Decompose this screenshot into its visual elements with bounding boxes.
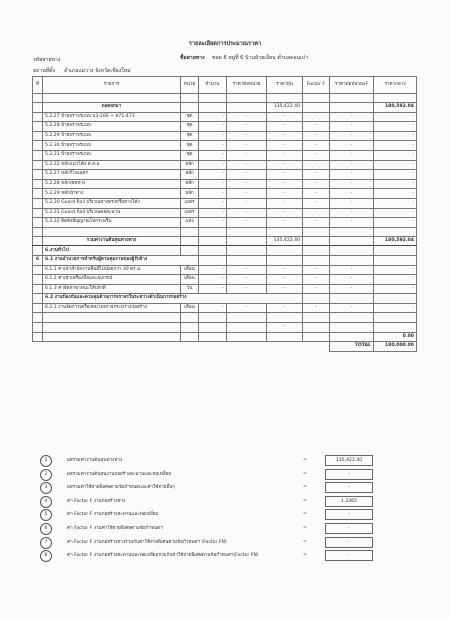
row-median-price: - (374, 112, 417, 122)
row-no-cell (33, 198, 43, 208)
row-no-cell (33, 131, 43, 141)
row-median-price: - (374, 150, 417, 160)
row-factor: - (303, 284, 330, 294)
row-factor: - (303, 170, 330, 180)
row-unit-price-f: - (330, 265, 374, 275)
table-row (33, 208, 417, 218)
section2-footer (33, 313, 417, 351)
row-factor: - (303, 131, 330, 141)
section2-sub1-title: 6.1 งานอำนวยการสำหรับผู้ควบคุมงานของผู้รับจ้าง (43, 255, 199, 265)
row-unit-price-f: - (330, 112, 374, 122)
summary-value: - (325, 482, 373, 493)
road-name-label: ชื่อสายทาง (180, 55, 205, 61)
table-row (33, 189, 417, 199)
row-item: 5.2.27 ป้ายจราจรแบบ บ3-166 + ต71-473 (43, 112, 181, 122)
table-row (33, 160, 417, 170)
summary-number: 6 (40, 523, 52, 535)
summary-number: 3 (40, 482, 52, 494)
summary-text: ค่า Factor F งานก่อสร้างสะพานและท่อเหลี่ยม (67, 512, 159, 518)
row-item: 6.1.3 ค่าจัดหาพาหนะให้ปรกติ (43, 284, 181, 294)
row-item: 5.2.28 ป้ายจราจรแบบ (43, 122, 181, 132)
summary-number: 5 (40, 509, 52, 521)
table-row (33, 227, 417, 236)
section2-mid (33, 294, 417, 304)
col-unit-price: ราคาต่อหน่วย (227, 77, 267, 94)
row-unit-price: - (227, 208, 267, 218)
row-median-price: - (374, 218, 417, 228)
row-median-price: - (374, 179, 417, 189)
row-unit-price-f: - (330, 160, 374, 170)
row-item: 5.2.29 หลักนำทาง (43, 189, 181, 199)
row-unit: เมตร (181, 208, 199, 218)
row-no-cell (33, 284, 43, 294)
row-median-price: - (374, 131, 417, 141)
row-factor: - (303, 112, 330, 122)
table-row (33, 218, 417, 228)
summary-number: 8 (40, 550, 52, 562)
row-qty: - (199, 150, 227, 160)
row-cost: - (267, 160, 303, 170)
summary-value: 135,422.40 (325, 455, 373, 466)
row-qty: - (199, 141, 227, 151)
row-cost: - (267, 112, 303, 122)
table-row (33, 141, 417, 151)
row-qty: - (199, 160, 227, 170)
row-unit-price-f: - (330, 122, 374, 132)
summary-row (40, 469, 400, 481)
row-item: 5.2.31 Guard Rail บริเวณคอสะพาน (43, 208, 181, 218)
row-unit-price: - (227, 189, 267, 199)
section2-number: 6 (33, 255, 43, 265)
summary-row (40, 537, 400, 549)
row-no-cell (33, 122, 43, 132)
summary-row (40, 509, 400, 521)
row-no-cell (33, 160, 43, 170)
row-no-cell (33, 208, 43, 218)
row-unit: ชุด (181, 122, 199, 132)
estimate-table (32, 76, 417, 352)
section1-subtotal-total: 180,592.04 (374, 236, 417, 246)
row-unit-price: - (227, 122, 267, 132)
row-item: 5.2.30 Guard Rail บริเวณทางตรงหรือทางโค้ง (43, 198, 181, 208)
row-unit-price: - (227, 218, 267, 228)
row-cost: - (267, 131, 303, 141)
row-factor: - (303, 160, 330, 170)
row-unit-price: - (227, 284, 267, 294)
summary-equals: = (303, 511, 307, 517)
section1-subtotal-cost: 135,422.40 (267, 236, 303, 246)
section2-heading: 6.งานทั่วไป (43, 246, 181, 256)
row-unit: เดือน (181, 303, 199, 313)
section2-sub1-row (33, 255, 417, 265)
row-median-price: - (374, 122, 417, 132)
summary-text: ค่า Factor F งานก่อสร้างทางรวมกับค่าใช้จ่ายพิเศษตามข้อกำหนดฯ (Factor FN) (67, 539, 227, 545)
row-unit-price: - (227, 150, 267, 160)
table-row (33, 265, 417, 275)
zero-value: 0.00 (374, 332, 417, 342)
summary-equals: = (303, 497, 307, 503)
row-cost: - (267, 170, 303, 180)
summary-number: 4 (40, 496, 52, 508)
summary-equals: = (303, 552, 307, 558)
col-factor: Factor F (303, 77, 330, 94)
row-unit-price-f: - (330, 141, 374, 151)
summary-value: - (325, 523, 373, 534)
road-name-value: ซอย 8 หมู่ที่ 6 บ้านห้วยเอียน ตำบลดอนเปา (212, 55, 309, 61)
row-cost: - (267, 141, 303, 151)
row-unit-price-f: - (330, 170, 374, 180)
section1-footer (33, 227, 417, 265)
row-no-cell (33, 179, 43, 189)
row-unit-price-f: - (330, 150, 374, 160)
row-no-cell (33, 218, 43, 228)
row-cost: - (267, 179, 303, 189)
summary-row (40, 550, 400, 562)
row-unit: ชุด (181, 141, 199, 151)
row-unit: หลัก (181, 160, 199, 170)
row-cost: - (267, 198, 303, 208)
summary-row (40, 482, 400, 494)
row-no-cell (33, 150, 43, 160)
col-unit: หน่วย (181, 77, 199, 94)
row-unit: ชุด (181, 150, 199, 160)
row-unit: แห่ง (181, 218, 199, 228)
summary-equals: = (303, 484, 307, 490)
row-unit-price-f: - (330, 208, 374, 218)
summary-row (40, 455, 400, 467)
row-factor: - (303, 122, 330, 132)
row-qty: - (199, 208, 227, 218)
row-unit: หลัก (181, 179, 199, 189)
summary-equals: = (303, 470, 307, 476)
row-unit-price-f: - (330, 189, 374, 199)
summary-value: - (325, 469, 373, 480)
row-item: 6.1.2 ค่าเช่าเครื่องมือและอุปกรณ์ (43, 275, 181, 285)
row-unit-price: - (227, 179, 267, 189)
row-cost: - (267, 265, 303, 275)
row-factor: - (303, 275, 330, 285)
table-row (33, 122, 417, 132)
row-cost: - (267, 122, 303, 132)
row-item: 5.2.31 ป้ายจราจรแบบ (43, 150, 181, 160)
row-unit-price-f: - (330, 303, 374, 313)
col-median-price: ราคากลาง (374, 77, 417, 94)
row-factor: - (303, 179, 330, 189)
row-qty: - (199, 284, 227, 294)
summary-text: ผลรวมค่างานต้นทุนงานก่อสร้างสะพานและท่อเหลี่ยม (67, 471, 172, 477)
row-median-price: - (374, 303, 417, 313)
row-qty: - (199, 170, 227, 180)
total-value: 180,000.00 (374, 342, 417, 352)
row-cost: - (267, 275, 303, 285)
row-item: 5.2.30 ป้ายจราจรแบบ (43, 141, 181, 151)
section1-heading-cost: 135,422.40 (267, 103, 303, 113)
summary-text: ค่า Factor F งานก่อสร้างทาง (67, 498, 126, 504)
row-median-price: - (374, 208, 417, 218)
row-item: 6.1.1 ค่าเช่าสำนักงานพื้นที่ไม่น้อยกว่า 30 ตร.ม. (43, 265, 181, 275)
section2-sub2-row (33, 294, 417, 304)
table-row (33, 303, 417, 313)
row-unit: วัน (181, 284, 199, 294)
row-no-cell (33, 265, 43, 275)
row-median-price: - (374, 275, 417, 285)
row-factor: - (303, 208, 330, 218)
row-unit-price: - (227, 303, 267, 313)
total-label: TOTAL (330, 342, 374, 352)
table-header-row (33, 77, 417, 94)
summary-number: 7 (40, 537, 52, 549)
section2-rows-a (33, 265, 417, 294)
row-median-price: - (374, 160, 417, 170)
row-unit-price: - (227, 141, 267, 151)
summary-row (40, 523, 400, 535)
section1-heading-total: 180,592.04 (374, 103, 417, 113)
table-row (33, 131, 417, 141)
summary-value: - (325, 509, 373, 520)
summary-row (40, 496, 400, 508)
row-qty: - (199, 189, 227, 199)
page-title: รายละเอียดการประมาณราคา (188, 41, 262, 47)
row-unit-price: - (227, 265, 267, 275)
row-factor: - (303, 218, 330, 228)
section2-sub2-title: 6.2 งานป้องกันและควบคุมด้านการจราจรในระหว่างดำเนินการก่อสร้าง (43, 294, 303, 304)
row-unit: หลัก (181, 170, 199, 180)
row-unit: เดือน (181, 275, 199, 285)
row-unit-price-f: - (330, 284, 374, 294)
row-cost: - (267, 303, 303, 313)
summary-number: 2 (40, 469, 52, 481)
table-row (33, 94, 417, 103)
row-unit-price-f: - (330, 198, 374, 208)
row-item: 5.2.32 หลักแนวโค้ง ค.ส.ล. (43, 160, 181, 170)
section1-heading: ถอดยกมา (43, 103, 181, 113)
total-row (33, 342, 417, 352)
row-median-price: - (374, 284, 417, 294)
summary-text: ค่า Factor F งานค่าใช้จ่ายพิเศษตามข้อกำหนดฯ (67, 526, 163, 531)
section1-subtotal-row (33, 236, 417, 246)
row-qty: - (199, 265, 227, 275)
row-qty: - (199, 218, 227, 228)
section2-heading-row (33, 246, 417, 256)
summary-value: - (325, 550, 373, 561)
row-qty: - (199, 198, 227, 208)
row-factor: - (303, 141, 330, 151)
row-item: 5.2.29 ป้ายจราจรแบบ (43, 131, 181, 141)
table-row (33, 275, 417, 285)
summary-number: 1 (40, 455, 52, 467)
row-median-price: - (374, 265, 417, 275)
row-item: 5.2.32 ติดตั้งสัญญาณไฟกระพริบ (43, 218, 181, 228)
col-item: รายการ (43, 77, 181, 94)
row-item: 6.2.1 งานจัดการเครื่องหมายจราจรระหว่างก่อสร้าง (43, 303, 181, 313)
table-row (33, 313, 417, 323)
table-row (33, 150, 417, 160)
zero-row (33, 332, 417, 342)
location-label: สถานที่ตั้ง (33, 68, 56, 74)
row-no-cell (33, 303, 43, 313)
summary-value: - (325, 537, 373, 548)
row-factor: - (303, 150, 330, 160)
summary-equals: = (303, 457, 307, 462)
row-unit: เดือน (181, 265, 199, 275)
section1-rows (33, 112, 417, 227)
row-qty: - (199, 179, 227, 189)
row-cost: - (267, 284, 303, 294)
row-unit: เมตร (181, 198, 199, 208)
row-qty: - (199, 112, 227, 122)
col-cost: ราคาทุน (267, 77, 303, 94)
row-item: 5.2.27 หลักกิโลเมตร (43, 170, 181, 180)
table-row (33, 112, 417, 122)
row-factor: - (303, 303, 330, 313)
col-qty: จำนวน (199, 77, 227, 94)
row-unit-price: - (227, 275, 267, 285)
row-no-cell (33, 275, 43, 285)
col-no: ที่ (33, 77, 43, 94)
row-factor: - (303, 198, 330, 208)
summary-text: ผลรวมค่าใช้จ่ายพิเศษตามข้อกำหนดและค่าใช้จ่ายอื่นๆ (67, 485, 175, 491)
row-unit-price: - (227, 160, 267, 170)
row-cost: - (267, 150, 303, 160)
row-unit-price: - (227, 112, 267, 122)
row-no-cell (33, 189, 43, 199)
row-unit: ชุด (181, 112, 199, 122)
summary-equals: = (303, 525, 307, 530)
table-row (33, 170, 417, 180)
row-qty: - (199, 275, 227, 285)
row-cost: - (267, 218, 303, 228)
section1-body (33, 94, 417, 113)
row-unit-price-f: - (330, 131, 374, 141)
row-factor: - (303, 189, 330, 199)
section1-subtotal-label: รวมค่างานต้นทุนทางทาง (43, 236, 181, 246)
table-row (33, 179, 417, 189)
row-item: 5.2.28 หลักเขตทาง (43, 179, 181, 189)
row-qty: - (199, 131, 227, 141)
table-row (33, 284, 417, 294)
summary-text: ผลรวมค่างานต้นทุนทางทาง (67, 458, 123, 463)
row-unit-price-f: - (330, 218, 374, 228)
row-unit-price: - (227, 198, 267, 208)
row-qty: - (199, 303, 227, 313)
row-qty: - (199, 122, 227, 132)
dash-row (33, 323, 417, 333)
row-no-cell (33, 112, 43, 122)
row-unit-price-f: - (330, 275, 374, 285)
dash-cell: - (267, 323, 303, 333)
row-cost: - (267, 208, 303, 218)
col-unit-price-f: ราคาต่อหน่วยxF (330, 77, 374, 94)
row-median-price: - (374, 170, 417, 180)
row-median-price: - (374, 189, 417, 199)
row-unit-price: - (227, 170, 267, 180)
row-no-cell (33, 170, 43, 180)
summary-text: ค่า Factor F งานก่อสร้างสะพานและท่อเหลี่ยมรวมกับค่าใช้จ่ายพิเศษตามข้อกำหนดฯ(Factor FN) (67, 553, 259, 559)
row-unit-price: - (227, 131, 267, 141)
section2-rows-b (33, 303, 417, 313)
summary-equals: = (303, 538, 307, 544)
summary-value: 1.3365 (325, 496, 373, 507)
row-factor: - (303, 265, 330, 275)
row-unit: ชุด (181, 131, 199, 141)
table-row (33, 198, 417, 208)
row-cost: - (267, 189, 303, 199)
section1-heading-row (33, 103, 417, 113)
row-no-cell (33, 141, 43, 151)
row-unit-price-f: - (330, 179, 374, 189)
location-value: อำเภอแม่วาง จังหวัดเชียงใหม่ (64, 68, 131, 74)
row-median-price: - (374, 198, 417, 208)
row-median-price: - (374, 141, 417, 151)
row-unit: หลัก (181, 189, 199, 199)
road-code-label: รหัสสายทาง (33, 57, 61, 63)
